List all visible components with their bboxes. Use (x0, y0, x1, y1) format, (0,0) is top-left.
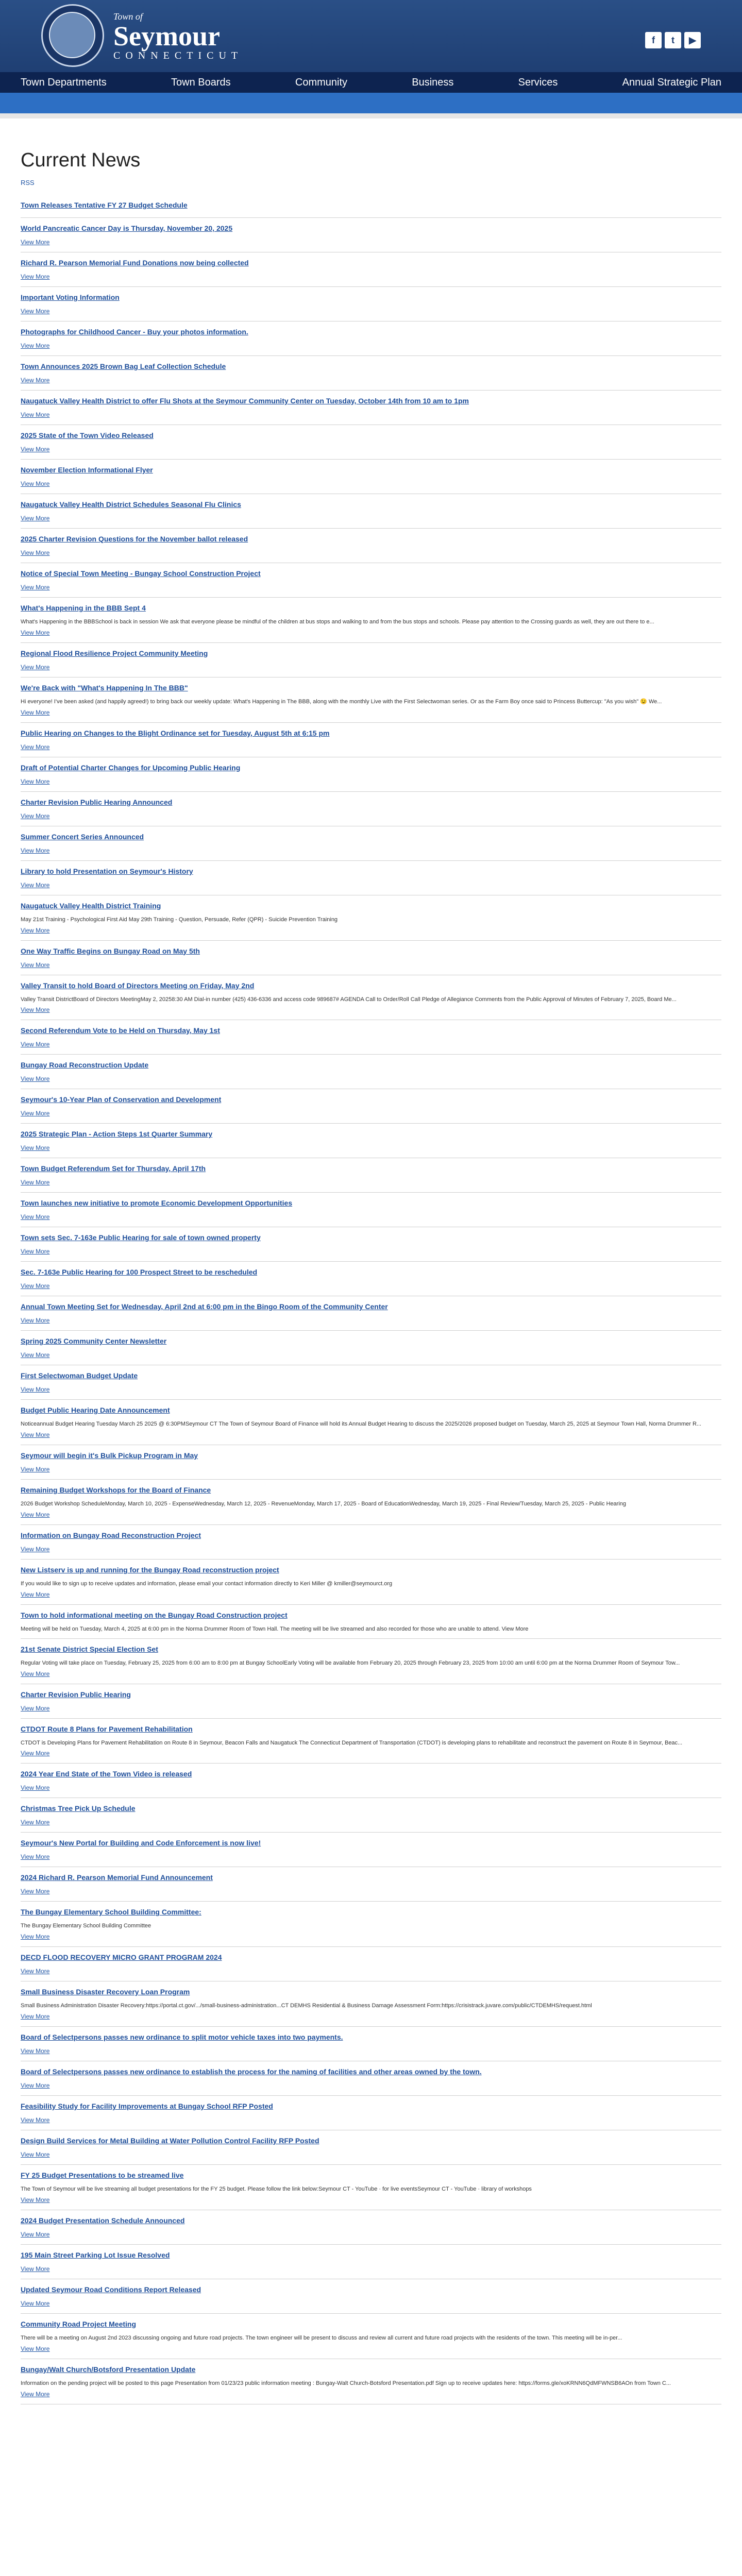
view-more-link[interactable]: View More (21, 2390, 50, 2398)
news-title-link[interactable]: What's Happening in the BBB Sept 4 (21, 604, 146, 612)
view-more-link[interactable]: View More (21, 549, 50, 556)
news-item (21, 1908, 721, 1947)
news-title-link[interactable]: Seymour's New Portal for Building and Code Enforcement is now live! (21, 1839, 261, 1848)
news-item (21, 867, 721, 895)
news-summary: What's Happening in the BBBSchool is back in session We ask that everyone please be mindful of the children at bus stops and walking to and from the bus stops and schools. Please pay attention to the Crossing guards as well, they are out there to e... (21, 619, 654, 625)
news-item (21, 2171, 721, 2210)
news-summary: Hi everyone! I've been asked (and happily agreed!) to bring back our weekly update: What's Happening in The BBB, along with the monthly Live with the First Selectwoman series. Or as the Farm Boy once said to Princess Buttercup: "As you wish" 😉 We... (21, 698, 662, 705)
news-item (21, 1645, 721, 1684)
news-title-link[interactable]: First Selectwoman Budget Update (21, 1371, 138, 1380)
news-title-link[interactable]: Public Hearing on Changes to the Blight Ordinance set for Tuesday, August 5th at 6:15 pm (21, 728, 330, 737)
view-more-link[interactable]: View More (21, 743, 50, 751)
view-more-link[interactable]: View More (21, 2196, 50, 2204)
view-more-link[interactable]: View More (21, 777, 50, 785)
news-item (21, 1725, 721, 1764)
news-title-link[interactable]: Sec. 7-163e Public Hearing for 100 Prospect Street to be rescheduled (21, 1268, 258, 1277)
news-title-link[interactable]: World Pancreatic Cancer Day is Thursday, November 20, 2025 (21, 224, 233, 232)
news-title-link[interactable]: Town Releases Tentative FY 27 Budget Schedule (21, 201, 188, 209)
news-item (21, 1486, 721, 1525)
news-title-link[interactable]: Information on Bungay Road Reconstruction Project (21, 1531, 201, 1540)
view-more-link[interactable]: View More (21, 2013, 50, 2021)
news-item (21, 2285, 721, 2314)
view-more-link[interactable]: View More (21, 961, 50, 969)
view-more-link[interactable]: View More (21, 1006, 50, 1014)
view-more-link[interactable]: View More (21, 1888, 50, 1895)
view-more-link[interactable]: View More (21, 584, 50, 591)
view-more-link[interactable]: View More (21, 308, 50, 315)
news-item (21, 328, 721, 356)
news-item (21, 500, 721, 529)
news-item (21, 1804, 721, 1833)
view-more-link[interactable]: View More (21, 1784, 50, 1792)
view-more-link[interactable]: View More (21, 663, 50, 671)
site-brand[interactable] (113, 11, 243, 62)
news-item (21, 431, 721, 460)
news-title-link[interactable]: Annual Town Meeting Set for Wednesday, April 2nd at 6:00 pm in the Bingo Room of the Community Center (21, 1302, 388, 1311)
view-more-link[interactable]: View More (21, 1590, 50, 1598)
rss-link[interactable]: RSS (21, 179, 35, 187)
news-item (21, 1268, 721, 1296)
news-title-link[interactable]: 2025 Strategic Plan - Action Steps 1st Quarter Summary (21, 1130, 213, 1139)
news-item (21, 2067, 721, 2096)
news-item (21, 1839, 721, 1867)
view-more-link[interactable]: View More (21, 629, 50, 636)
town-seal-logo[interactable] (41, 4, 104, 67)
twitter-icon[interactable]: t (665, 32, 681, 48)
news-title-link[interactable]: Naugatuck Valley Health District to offer Flu Shots at the Seymour Community Center on Tuesday, October 14th from 10 am to 1pm (21, 397, 469, 405)
view-more-link[interactable]: View More (21, 1704, 50, 1712)
view-more-link[interactable]: View More (21, 1282, 50, 1290)
facebook-icon[interactable]: f (645, 32, 662, 48)
news-title-link[interactable]: 2025 Charter Revision Questions for the November ballot released (21, 535, 248, 543)
news-item (21, 466, 721, 494)
view-more-link[interactable]: View More (21, 1853, 50, 1861)
news-title-link[interactable]: Design Build Services for Metal Building at Water Pollution Control Facility RFP Posted (21, 2137, 319, 2145)
news-summary: The Bungay Elementary School Building Committee (21, 1923, 151, 1929)
news-item (21, 2102, 721, 2130)
view-more-link[interactable]: View More (21, 1179, 50, 1187)
news-item (21, 2320, 721, 2359)
view-more-link[interactable]: View More (21, 1075, 50, 1083)
news-item (21, 729, 721, 757)
view-more-link[interactable]: View More (21, 1144, 50, 1152)
news-title-link[interactable]: Small Business Disaster Recovery Loan Program (21, 1988, 190, 1996)
news-item (21, 1337, 721, 1365)
news-title-link[interactable]: Town to hold informational meeting on the Bungay Road Construction project (21, 1611, 288, 1619)
divider-band (0, 113, 742, 118)
nav-town-boards[interactable]: Town Boards (171, 76, 231, 88)
news-title-link[interactable]: Notice of Special Town Meeting - Bungay School Construction Project (21, 569, 261, 578)
news-item (21, 833, 721, 861)
news-title-link[interactable]: Feasibility Study for Facility Improvements at Bungay School RFP Posted (21, 2102, 273, 2111)
view-more-link[interactable]: View More (21, 1511, 50, 1519)
news-summary: There will be a meeting on August 2nd 2023 discussing ongoing and future road projects. The town engineer will be present to discuss and review all current and future road projects with the residents of the town. This meeting will be in-per... (21, 2334, 622, 2341)
view-more-link[interactable]: View More (21, 1386, 50, 1394)
news-item (21, 293, 721, 321)
news-item (21, 684, 721, 723)
view-more-link[interactable]: View More (21, 2265, 50, 2273)
news-item (21, 1026, 721, 1055)
news-title-link[interactable]: Town sets Sec. 7-163e Public Hearing for sale of town owned property (21, 1233, 261, 1242)
news-item (21, 981, 721, 1021)
page-title: Current News (21, 149, 141, 171)
news-item (21, 1302, 721, 1331)
news-title-link[interactable]: 21st Senate District Special Election Set (21, 1645, 158, 1653)
view-more-link[interactable]: View More (21, 812, 50, 820)
news-title-link[interactable]: Town Announces 2025 Brown Bag Leaf Collection Schedule (21, 362, 226, 370)
view-more-link[interactable]: View More (21, 1466, 50, 1473)
view-more-link[interactable]: View More (21, 846, 50, 854)
view-more-link[interactable]: View More (21, 708, 50, 716)
news-item (21, 604, 721, 643)
news-title-link[interactable]: Town Budget Referendum Set for Thursday, April 17th (21, 1164, 206, 1173)
view-more-link[interactable]: View More (21, 446, 50, 453)
view-more-link[interactable]: View More (21, 2082, 50, 2090)
view-more-link[interactable]: View More (21, 1041, 50, 1048)
news-item (21, 2365, 721, 2404)
news-item (21, 362, 721, 391)
news-list (21, 201, 721, 2404)
news-item (21, 764, 721, 792)
news-title-link[interactable]: DECD FLOOD RECOVERY MICRO GRANT PROGRAM 2024 (21, 1953, 222, 1962)
news-item (21, 1953, 721, 1981)
news-title-link[interactable]: Budget Public Hearing Date Announcement (21, 1406, 170, 1415)
news-summary: May 21st Training - Psychological First Aid May 29th Training - Question, Persuade, Refer (QPR) - Suicide Prevention Training (21, 916, 338, 923)
news-title-link[interactable]: Charter Revision Public Hearing (21, 1690, 131, 1699)
view-more-link[interactable]: View More (21, 2151, 50, 2159)
news-title-link[interactable]: New Listserv is up and running for the Bungay Road reconstruction project (21, 1566, 279, 1574)
news-item (21, 259, 721, 287)
view-more-link[interactable]: View More (21, 1431, 50, 1439)
view-more-link[interactable]: View More (21, 1819, 50, 1826)
view-more-link[interactable]: View More (21, 2116, 50, 2124)
view-more-link[interactable]: View More (21, 1670, 50, 1677)
view-more-link[interactable]: View More (21, 411, 50, 418)
view-more-link[interactable]: View More (21, 1213, 50, 1221)
news-title-link[interactable]: Christmas Tree Pick Up Schedule (21, 1804, 136, 1813)
news-item (21, 947, 721, 975)
view-more-link[interactable]: View More (21, 515, 50, 522)
news-item (21, 1095, 721, 1124)
view-more-link[interactable]: View More (21, 1110, 50, 1117)
social-links (645, 32, 701, 48)
news-item (21, 569, 721, 598)
news-title-link[interactable]: Town launches new initiative to promote Economic Development Opportunities (21, 1199, 293, 1208)
news-title-link[interactable]: Board of Selectpersons passes new ordinance to split motor vehicle taxes into two payments. (21, 2033, 343, 2042)
news-item (21, 1233, 721, 1262)
view-more-link[interactable]: View More (21, 239, 50, 246)
news-summary: Noticeannual Budget Hearing Tuesday March 25 2025 @ 6:30PMSeymour CT The Town of Seymour Board of Finance will hold its Annual Budget Hearing to discuss the 2025/2026 proposed budget on Tuesday, March 25, 2025 at Seymour Town Hall, Norma Drummer R... (21, 1421, 702, 1428)
view-more-link[interactable]: View More (21, 342, 50, 349)
main-nav (0, 72, 742, 93)
news-item (21, 1873, 721, 1902)
news-title-link[interactable]: 2024 Budget Presentation Schedule Announced (21, 2216, 185, 2225)
news-title-link[interactable]: One Way Traffic Begins on Bungay Road on May 5th (21, 946, 200, 955)
news-item (21, 201, 721, 218)
news-title-link[interactable]: Board of Selectpersons passes new ordinance to establish the process for the naming of facilities and other areas owned by the town. (21, 2067, 482, 2076)
news-title-link[interactable]: 2025 State of the Town Video Released (21, 431, 154, 439)
news-summary: Valley Transit DistrictBoard of Directors MeetingMay 2, 20258:30 AM Dial-in number (425) 436-6336 and access code 989687# AGENDA Call to Order/Roll Call Pledge of Allegiance Comments from the Public Approval of Minutes of February 7, 2025, Board Me... (21, 996, 677, 1003)
news-item (21, 2137, 721, 2165)
news-title-link[interactable]: Regional Flood Resilience Project Community Meeting (21, 649, 208, 657)
news-item (21, 1988, 721, 2027)
news-item (21, 397, 721, 425)
view-more-link[interactable]: View More (21, 1248, 50, 1256)
news-title-link[interactable]: CTDOT Route 8 Plans for Pavement Rehabilitation (21, 1724, 193, 1733)
news-title-link[interactable]: Bungay/Walt Church/Botsford Presentation Update (21, 2365, 196, 2374)
news-item (21, 1451, 721, 1480)
news-title-link[interactable]: Photographs for Childhood Cancer - Buy your photos information. (21, 328, 248, 336)
news-title-link[interactable]: We're Back with "What's Happening In The BBB" (21, 683, 188, 692)
news-title-link[interactable]: Seymour's 10-Year Plan of Conservation and Development (21, 1095, 222, 1104)
news-title-link[interactable]: Community Road Project Meeting (21, 2319, 137, 2328)
news-title-link[interactable]: Draft of Potential Charter Changes for Upcoming Public Hearing (21, 763, 241, 772)
news-title-link[interactable]: Naugatuck Valley Health District Schedules Seasonal Flu Clinics (21, 500, 241, 509)
nav-annual-strategic-plan[interactable]: Annual Strategic Plan (622, 76, 721, 88)
news-title-link[interactable]: The Bungay Elementary School Building Committee: (21, 1908, 201, 1917)
view-more-link[interactable]: View More (21, 926, 50, 934)
news-summary: If you would like to sign up to receive updates and information, please email your contact information directly to Keri Miller @ kmiller@seymourct.org (21, 1581, 393, 1587)
news-title-link[interactable]: Updated Seymour Road Conditions Report Released (21, 2285, 201, 2294)
news-item (21, 224, 721, 252)
view-more-link[interactable]: View More (21, 1750, 50, 1757)
news-title-link[interactable]: Richard R. Pearson Memorial Fund Donations now being collected (21, 259, 249, 267)
news-main (0, 118, 742, 2576)
news-item (21, 1371, 721, 1400)
news-item (21, 1770, 721, 1798)
news-item (21, 1531, 721, 1560)
news-item (21, 2216, 721, 2245)
brand-small: Town of (113, 11, 143, 22)
view-more-link[interactable]: View More (21, 1351, 50, 1359)
view-more-link[interactable]: View More (21, 273, 50, 280)
news-title-link[interactable]: Charter Revision Public Hearing Announced (21, 798, 173, 806)
accent-band (0, 93, 742, 113)
nav-services[interactable]: Services (518, 76, 558, 88)
news-summary: Regular Voting will take place on Tuesday, February 25, 2025 from 6:00 am to 8:00 pm at Bungay SchoolEarly Voting will be available from February 20, 2025 through February 23, 2025 from 10:00 am until 6:00 pm at the Norma Drummer Room of Seymour Tow... (21, 1659, 680, 1666)
news-item (21, 1611, 721, 1639)
view-more-link[interactable]: View More (21, 2345, 50, 2352)
news-title-link[interactable]: 195 Main Street Parking Lot Issue Resolved (21, 2250, 170, 2259)
news-item (21, 535, 721, 563)
news-title-link[interactable]: FY 25 Budget Presentations to be streamed live (21, 2171, 184, 2180)
news-title-link[interactable]: 2024 Year End State of the Town Video is released (21, 1770, 192, 1778)
view-more-link[interactable]: View More (21, 1546, 50, 1553)
site-header (0, 0, 742, 72)
news-item (21, 902, 721, 941)
view-more-link[interactable]: View More (21, 377, 50, 384)
news-summary: The Town of Seymour will be live streaming all budget presentations for the FY 25 budget. Please follow the link below:Seymour CT - YouTube · for live eventsSeymour CT - YouTube · library of workshops (21, 2186, 532, 2193)
news-title-link[interactable]: 2024 Richard R. Pearson Memorial Fund Announcement (21, 1873, 213, 1882)
brand-name: Seymour (113, 21, 220, 52)
news-summary: CTDOT is Developing Plans for Pavement Rehabilitation on Route 8 in Seymour, Beacon Falls and Naugatuck The Connecticut Department of Transportation (CTDOT) is developing plans to rehabilitate and reconstruct the pavement on Route 8 in Seymour, Beac... (21, 1739, 683, 1746)
news-item (21, 798, 721, 826)
news-title-link[interactable]: Remaining Budget Workshops for the Board of Finance (21, 1486, 211, 1495)
news-title-link[interactable]: Spring 2025 Community Center Newsletter (21, 1337, 167, 1346)
nav-town-departments[interactable]: Town Departments (21, 76, 107, 88)
nav-community[interactable]: Community (295, 76, 348, 88)
news-item (21, 649, 721, 677)
view-more-link[interactable]: View More (21, 2047, 50, 2055)
view-more-link[interactable]: View More (21, 1933, 50, 1941)
news-item (21, 2251, 721, 2279)
view-more-link[interactable]: View More (21, 881, 50, 889)
news-title-link[interactable]: Library to hold Presentation on Seymour's History (21, 867, 193, 875)
news-title-link[interactable]: Naugatuck Valley Health District Training (21, 901, 161, 910)
news-summary: Meeting will be held on Tuesday, March 4, 2025 at 6:00 pm in the Norma Drummer Room of Town Hall. The meeting will be live streamed and also recorded for those who are unable to attend. View More (21, 1625, 529, 1632)
news-summary: 2026 Budget Workshop ScheduleMonday, March 10, 2025 - ExpenseWednesday, March 12, 2025 - RevenueMonday, March 17, 2025 - Board of EducationWednesday, March 19, 2025 - Final Review/Tuesday, March 25, 2025 - Public Hearing (21, 1501, 627, 1507)
view-more-link[interactable]: View More (21, 1317, 50, 1325)
view-more-link[interactable]: View More (21, 2299, 50, 2307)
news-summary: Small Business Administration Disaster Recovery:https://portal.ct.gov/.../small-business-administration...CT DEMHS Residential & Business Damage Assessment Form:https://crisistrack.juvare.com/public/CTDEMHS/request.html (21, 2003, 592, 2009)
news-item (21, 1406, 721, 1445)
nav-business[interactable]: Business (412, 76, 454, 88)
view-more-link[interactable]: View More (21, 480, 50, 487)
news-item (21, 1199, 721, 1227)
brand-state: CONNECTICUT (113, 50, 243, 61)
news-item (21, 2033, 721, 2061)
news-item (21, 1061, 721, 1089)
news-title-link[interactable]: November Election Informational Flyer (21, 466, 153, 474)
view-more-link[interactable]: View More (21, 2230, 50, 2238)
news-title-link[interactable]: Valley Transit to hold Board of Directors Meeting on Friday, May 2nd (21, 981, 255, 990)
news-title-link[interactable]: Second Referendum Vote to be Held on Thursday, May 1st (21, 1026, 220, 1035)
news-title-link[interactable]: Important Voting Information (21, 293, 120, 301)
news-item (21, 1130, 721, 1158)
youtube-icon[interactable]: ▶ (684, 32, 701, 48)
news-summary: Information on the pending project will be posted to this page Presentation from 01/23/23 public information meeting : Bungay-Walt Church-Botsford Presentation.pdf Sign up to receive updates here: https://forms.gle/xoKRNN6QdMFWNSB6AOn from Town C... (21, 2380, 671, 2386)
news-title-link[interactable]: Bungay Road Reconstruction Update (21, 1061, 149, 1070)
seal-inner (49, 12, 95, 58)
news-item (21, 1566, 721, 1605)
news-item (21, 1690, 721, 1719)
news-title-link[interactable]: Summer Concert Series Announced (21, 832, 144, 841)
news-item (21, 1164, 721, 1193)
view-more-link[interactable]: View More (21, 1968, 50, 1975)
news-title-link[interactable]: Seymour will begin it's Bulk Pickup Program in May (21, 1451, 198, 1460)
